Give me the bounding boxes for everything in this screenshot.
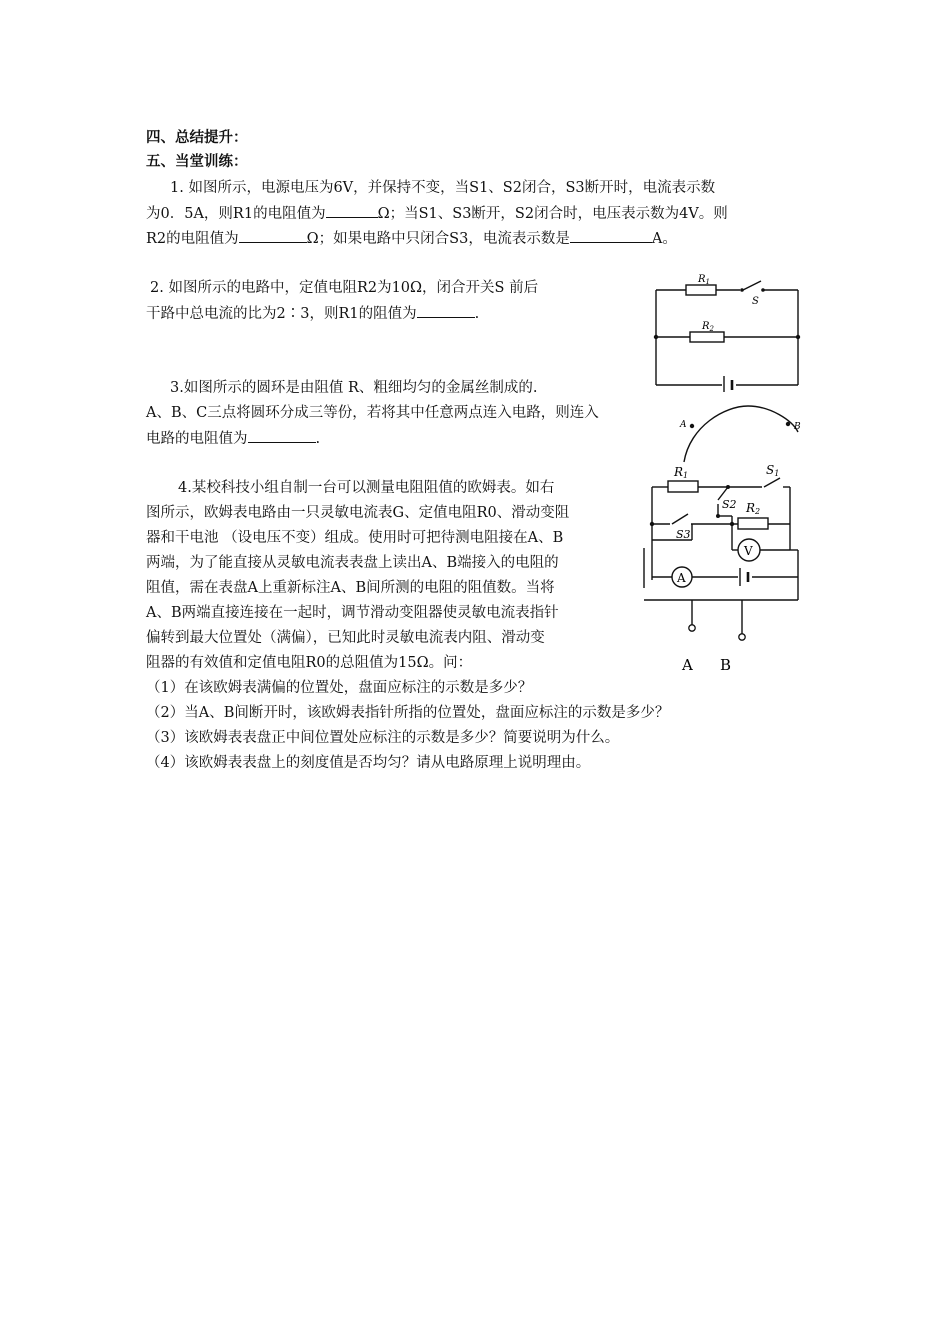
q1-blank-r1[interactable] <box>326 203 378 218</box>
q3-line3-text-a: 电路的电阻值为 <box>146 431 248 447</box>
ring-figure-q3 <box>670 396 820 468</box>
q4-line5: 阻值，需在表盘A上重新标注A、B间所测的电阻的阻值数。当将 <box>146 580 555 596</box>
q2-line1: 2. 如图所示的电路中，定值电阻R2为10Ω，闭合开关S 前后 <box>150 280 539 296</box>
q1-line3 <box>146 228 677 249</box>
fig4-r2-label: R2 <box>746 501 761 516</box>
fig4-r1-label: R1 <box>674 465 689 480</box>
q4-line4: 两端，为了能直接从灵敏电流表表盘上读出A、B端接入的电阻的 <box>146 555 559 571</box>
fig4-s3-label: S3 <box>676 528 691 541</box>
q4-line6: A、B两端直接连接在一起时，调节滑动变阻器使灵敏电流表指针 <box>146 605 559 621</box>
q4-line1: 4.某校科技小组自制一台可以测量电阻阻值的欧姆表。如右 <box>178 480 555 496</box>
q4-line7: 偏转到最大位置处（满偏），已知此时灵敏电流表内阻、滑动变 <box>146 630 545 646</box>
circuit-figure-q2 <box>648 268 808 392</box>
q4-sub3: （3）该欧姆表表盘正中间位置处应标注的示数是多少？简要说明为什么。 <box>146 730 620 746</box>
fig4-s2-label: S2 <box>722 498 737 511</box>
q3-blank-resistance[interactable] <box>248 428 316 443</box>
q1-line2-text-b: Ω；当S1、S3断开，S2闭合时，电压表示数为4V。则 <box>377 206 728 222</box>
q1-blank-current[interactable] <box>570 228 652 243</box>
q1-line3-text-a: R2的电阻值为 <box>146 231 239 247</box>
q1-line3-text-c: A。 <box>651 231 677 247</box>
fig2-switch-label: S <box>752 296 759 307</box>
terminal-a-label: A <box>682 656 693 674</box>
q2-line2-text-a: 干路中总电流的比为2∶3，则R1的阻值为 <box>146 306 417 322</box>
q1-line2-text-a: 为0．5A，则R1的电阻值为 <box>146 206 326 222</box>
q3-line1: 3.如图所示的圆环是由阻值 R、粗细均匀的金属丝制成的. <box>170 380 538 396</box>
q2-blank-r1[interactable] <box>417 303 475 318</box>
q4-line3: 器和干电池 （设电压不变）组成。使用时可把待测电阻接在A、B <box>146 530 564 546</box>
q4-sub1: （1）在该欧姆表满偏的位置处，盘面应标注的示数是多少？ <box>146 680 533 696</box>
q2-line2 <box>146 303 479 324</box>
q4-line8: 阻器的有效值和定值电阻R0的总阻值为15Ω。问： <box>146 655 473 671</box>
fig3-point-a: A <box>680 420 687 430</box>
q4-sub4: （4）该欧姆表表盘上的刻度值是否均匀？请从电路原理上说明理由。 <box>146 755 591 771</box>
q4-sub2: （2）当A、B间断开时，该欧姆表指针所指的位置处，盘面应标注的示数是多少？ <box>146 705 670 721</box>
fig2-r2-label: $R_2$ <box>702 321 714 333</box>
ammeter-icon: A <box>677 571 686 585</box>
summary-heading: 四、总结提升： <box>146 130 248 146</box>
voltmeter-icon: V <box>744 544 753 558</box>
practice-heading: 五、当堂训练： <box>146 154 248 170</box>
circuit-figure-q4 <box>636 460 812 678</box>
terminal-b-label: B <box>720 656 732 674</box>
q3-line2: A、B、C三点将圆环分成三等份，若将其中任意两点连入电路，则连入 <box>146 405 599 421</box>
q2-line2-text-b: . <box>474 306 480 322</box>
q1-blank-r2[interactable] <box>239 228 307 243</box>
q3-line3-text-b: . <box>315 431 321 447</box>
q1-line2 <box>146 203 728 224</box>
fig3-point-b: B <box>794 422 801 432</box>
q1-line3-text-b: Ω；如果电路中只闭合S3，电流表示数是 <box>306 231 570 247</box>
q4-line2: 图所示，欧姆表电路由一只灵敏电流表G、定值电阻R0、滑动变阻 <box>146 505 570 521</box>
q1-line1: 1. 如图所示，电源电压为6V，并保持不变，当S1、S2闭合，S3断开时，电流表示数 <box>170 180 716 196</box>
q3-line3 <box>146 428 320 449</box>
fig2-r1-label: $R_1$ <box>698 274 710 286</box>
fig4-s1-label: S1 <box>766 463 780 478</box>
